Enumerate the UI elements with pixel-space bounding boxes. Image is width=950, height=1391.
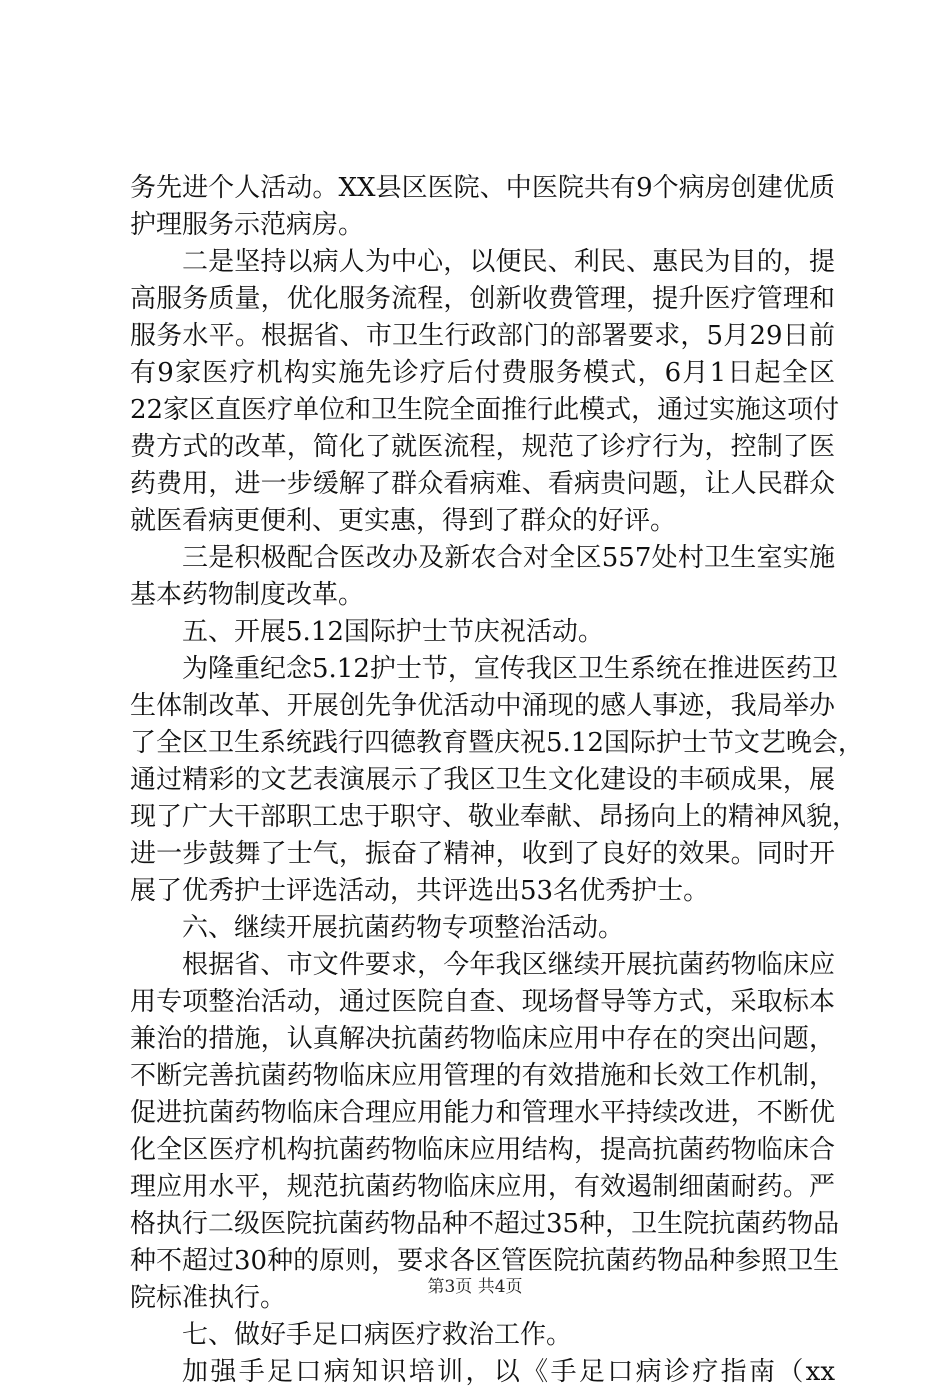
text-line: 促进抗菌药物临床合理应用能力和管理水平持续改进，不断优 [130,1098,835,1128]
text-line: 服务水平。根据省、市卫生行政部门的部署要求，5月29日前 [130,321,835,351]
text-line: 六、继续开展抗菌药物专项整治活动。 [182,913,625,943]
text-line: 加强手足口病知识培训，以《手足口病诊疗指南（xx [182,1357,835,1387]
text-line: 格执行二级医院抗菌药物品种不超过35种，卫生院抗菌药物品 [130,1209,840,1239]
text-line: 务先进个人活动。XX县区医院、中医院共有9个病房创建优质 [130,173,835,203]
text-line: 高服务质量，优化服务流程，创新收费管理，提升医疗管理和 [130,284,835,314]
text-line: 院标准执行。 [130,1283,287,1313]
text-line: 了全区卫生系统践行四德教育暨庆祝5.12国际护士节文艺晚会， [130,728,864,758]
text-line: 用专项整治活动，通过医院自查、现场督导等方式，采取标本 [130,987,835,1017]
text-line: 通过精彩的文艺表演展示了我区卫生文化建设的丰硕成果，展 [130,765,835,795]
text-line: 进一步鼓舞了士气，振奋了精神，收到了良好的效果。同时开 [130,839,835,869]
text-line: 22家区直医疗单位和卫生院全面推行此模式，通过实施这项付 [130,395,840,425]
text-line: 药费用，进一步缓解了群众看病难、看病贵问题，让人民群众 [130,469,835,499]
document-body [130,170,864,1391]
text-line: 七、做好手足口病医疗救治工作。 [182,1320,573,1350]
text-line: 就医看病更便利、更实惠，得到了群众的好评。 [130,506,677,536]
text-line: 费方式的改革，简化了就医流程，规范了诊疗行为，控制了医 [130,432,835,462]
text-line: 护理服务示范病房。 [130,210,365,240]
text-line: 二是坚持以病人为中心，以便民、利民、惠民为目的，提 [182,247,835,277]
text-line: 五、开展5.12国际护士节庆祝活动。 [182,617,604,647]
text-line: 为隆重纪念5.12护士节，宣传我区卫生系统在推进医药卫 [182,654,838,684]
text-line: 展了优秀护士评选活动，共评选出53名优秀护士。 [130,876,710,906]
text-line: 根据省、市文件要求，今年我区继续开展抗菌药物临床应 [182,950,835,980]
text-line: 三是积极配合医改办及新农合对全区557处村卫生室实施 [182,543,835,573]
text-line: 兼治的措施，认真解决抗菌药物临床应用中存在的突出问题， [130,1024,835,1054]
text-line: 生体制改革、开展创先争优活动中涌现的感人事迹，我局举办 [130,691,835,721]
text-line: 种不超过30种的原则，要求各区管医院抗菌药物品种参照卫生 [130,1246,840,1276]
page-footer: 第3页 共4页 [427,1277,523,1297]
text-line: 有9家医疗机构实施先诊疗后付费服务模式，6月1日起全区 [130,358,835,388]
text-line: 现了广大干部职工忠于职守、敬业奉献、昂扬向上的精神风貌， [130,802,859,832]
text-line: 化全区医疗机构抗菌药物临床应用结构，提高抗菌药物临床合 [130,1135,835,1165]
text-line: 理应用水平，规范抗菌药物临床应用，有效遏制细菌耐药。严 [130,1172,835,1202]
text-line: 不断完善抗菌药物临床应用管理的有效措施和长效工作机制， [130,1061,835,1091]
text-line: 基本药物制度改革。 [130,580,365,610]
